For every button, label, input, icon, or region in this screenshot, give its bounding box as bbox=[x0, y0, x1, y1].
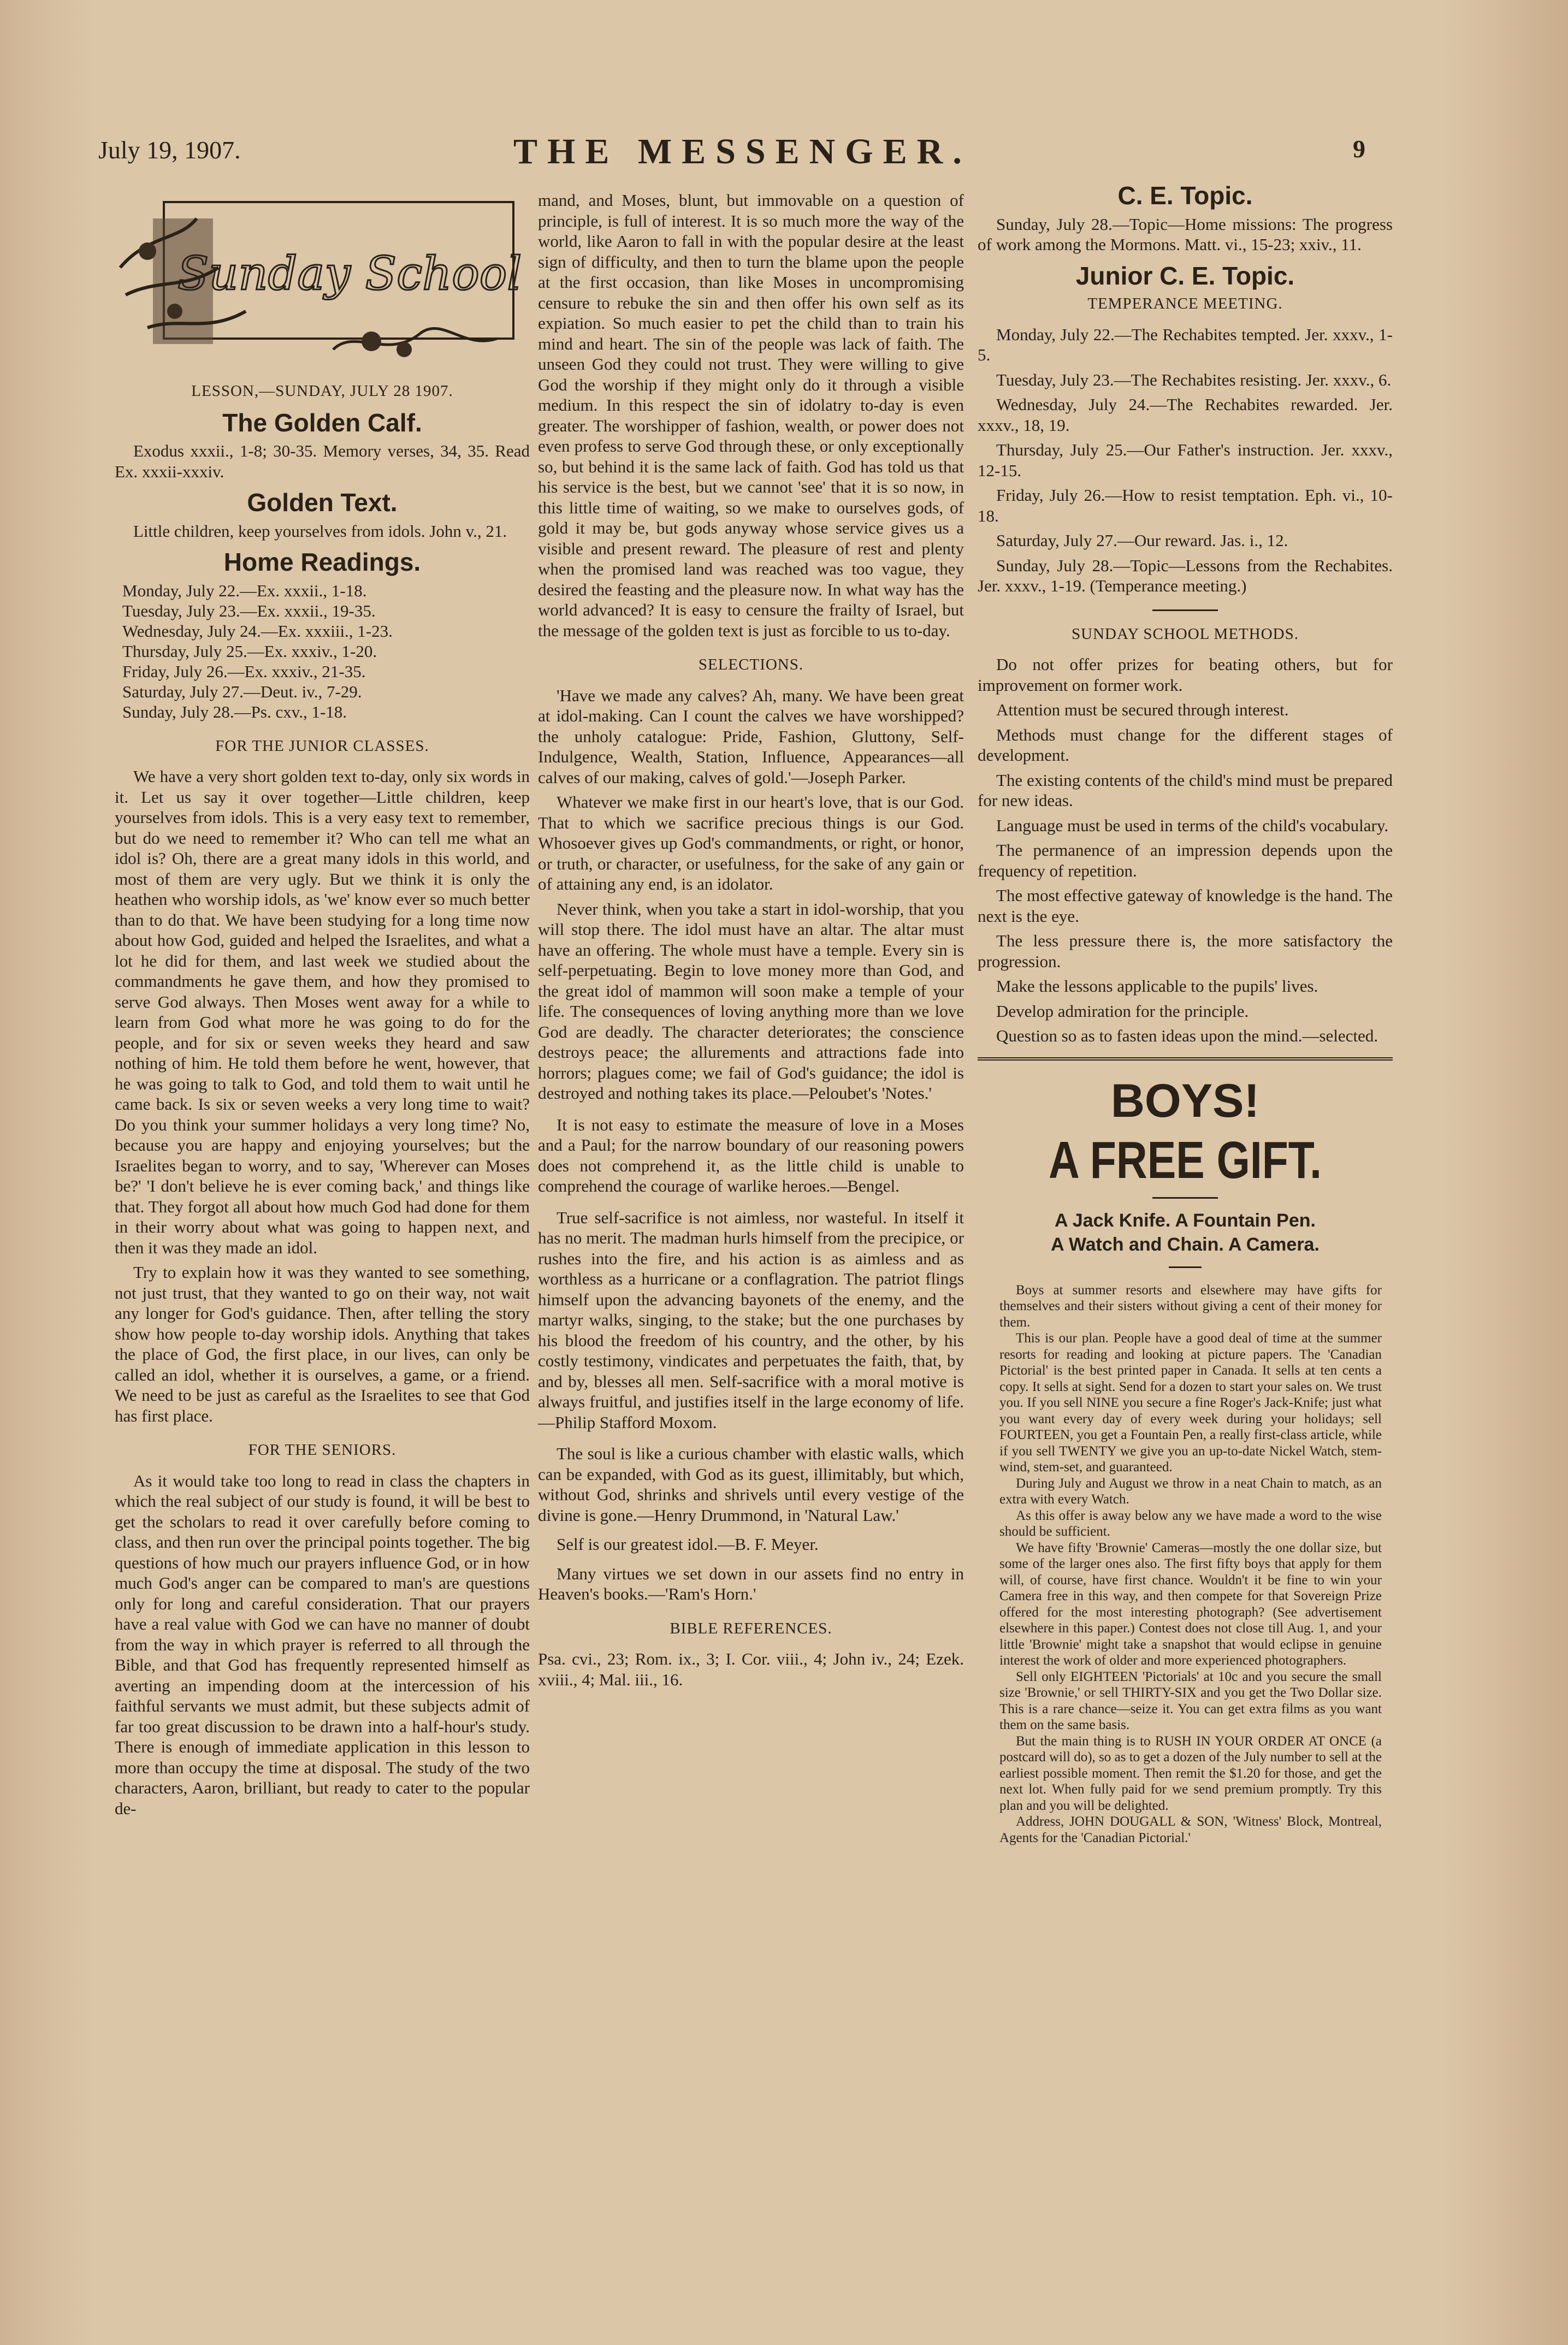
ad-headline: BOYS! bbox=[1110, 1074, 1260, 1127]
advertisement bbox=[978, 1075, 1393, 1846]
bible-references: Psa. cvi., 23; Rom. ix., 3; I. Cor. viii., 4; John iv., 24; Ezek. xviii., 4; Mal. iii., 16. bbox=[538, 1649, 964, 1689]
junior-classes-heading: FOR THE JUNIOR CLASSES. bbox=[215, 737, 429, 755]
sunday-school-logo-art bbox=[115, 186, 530, 366]
paragraph: True self-sacrifice is not aimless, nor wasteful. In itself it has no merit. The madman hurls himself from the precipice, or rushes into the fire, and his action is as aimless and as worthless as a hurricane or a conflagration. The patriot flings himself upon the advancing bayonets of the enemy, and the martyr walks, singing, to the stake; but the one purchases by his blood the freedom of his country, and the other, by his costly testimony, vindicates and perpetuates the faith, that, by and by, blesses all men. Self-sacrifice with a moral motive is always fruitful, and justifies itself in the large economy of life.—Philip Stafford Moxom. bbox=[538, 1207, 964, 1432]
divider bbox=[1152, 609, 1218, 611]
list-item: Friday, July 26.—Ex. xxxiv., 21-35. bbox=[122, 661, 366, 681]
list-item: Sunday, July 28.—Ps. cxv., 1-18. bbox=[122, 702, 347, 721]
paragraph: It is not easy to estimate the measure of love in a Moses and a Paul; for the narrow boundary of our reasoning powers does not comprehend it, as the little child is unable to comprehend the courage of warlike heroes.—Bengel. bbox=[538, 1115, 964, 1195]
list-item: Wednesday, July 24.—The Rechabites rewarded. Jer. xxxv., 18, 19. bbox=[978, 395, 1393, 435]
paragraph: Never think, when you take a start in idol-worship, that you will stop there. The idol must have an altar. The altar must have an offering. The whole must have a temple. Every sin is self-perpetuating. Begin to love money more than God, and the great idol of mammon will soon make a temple of your life. The consequences of loving anything more than we love God are deadly. The character deteriorates; the conscience destroys peace; the allurements and attractions fade into horrors; plagues come; we fail of God's guidance; the idol is destroyed and nothing takes its place.—Peloubet's 'Notes.' bbox=[538, 899, 964, 1103]
list-item: Question so as to fasten ideas upon the mind.—selected. bbox=[996, 1026, 1378, 1045]
seniors-heading: FOR THE SENIORS. bbox=[248, 1441, 397, 1459]
list-item: Wednesday, July 24.—Ex. xxxiii., 1-23. bbox=[122, 621, 393, 641]
methods-heading: SUNDAY SCHOOL METHODS. bbox=[1072, 625, 1299, 643]
junior-ce-topic-heading: Junior C. E. Topic. bbox=[1075, 261, 1295, 290]
paragraph: As it would take too long to read in class the chapters in which the real subject of our study is found, it will be best to get the scholars to read it over carefully before coming to class, and then run over the principal points together. The big questions of how much our prayers influence God, or in how much God's anger can be compared to man's are questions only for long and careful consideration. That our prayers have a real value with God we can have no manner of doubt from the way in which prayer is referred to all through the Bible, and that God has frequently represented himself as averting an impending doom at the intercession of his faithful servants we must admit, but these subjects admit of far too great discussion to be drawn into a half-hour's study. There is enough of immediate application in this lesson to more than occupy the time at disposal. The study of the two characters, Aaron, brilliant, but ready to cater to the popular de- bbox=[115, 1471, 530, 1818]
page-header bbox=[98, 131, 1365, 175]
list-item: Develop admiration for the principle. bbox=[996, 1001, 1249, 1021]
lesson-title: The Golden Calf. bbox=[222, 408, 422, 437]
selections-heading: SELECTIONS. bbox=[698, 656, 804, 673]
list-item: Saturday, July 27.—Our reward. Jas. i., 12. bbox=[996, 531, 1288, 550]
ad-subheadline: A FREE GIFT. bbox=[1048, 1130, 1322, 1189]
list-item: Sunday, July 28.—Topic—Lessons from the Rechabites. Jer. xxxv., 1-19. (Temperance meeting.) bbox=[978, 555, 1393, 595]
list-item: Thursday, July 25.—Ex. xxxiv., 1-20. bbox=[122, 641, 377, 661]
list-item: Methods must change for the different stages of development. bbox=[978, 725, 1393, 765]
paragraph: Self is our greatest idol.—B. F. Meyer. bbox=[557, 1535, 819, 1554]
home-readings-heading: Home Readings. bbox=[223, 548, 421, 576]
sunday-school-logo bbox=[115, 186, 530, 366]
paragraph: Many virtues we set down in our assets find no entry in Heaven's books.—'Ram's Horn.' bbox=[538, 1564, 964, 1603]
ad-paragraph: But the main thing is to RUSH IN YOUR ORDER AT ONCE (a postcard will do), so as to get a dozen of the July number to sell at the earliest possible moment. Then remit the $1.20 for those, and get the next lot. When fully paid for we send premium promptly. Try this plan and you will be delighted. bbox=[999, 1733, 1382, 1813]
paragraph: We have a very short golden text to-day, only six words in it. Let us say it over together—Little children, keep yourselves from idols. This is a very easy text to remember, but do we need to remember it? Who can tell me what an idol is? Oh, there are a great many idols in this world, and most of them are very ugly. But we think it is only the heathen who worship idols, as 'we' know ever so much better than to do that. We have been studying for a long time now about how God, guided and helped the Israelites, and what a lot he did for them, and last week we studied about the commandments he gave them, and how they promised to serve God always. Then Moses went away for a while to learn from God what more he was going to do for the people, and for six or seven weeks they heard and saw nothing of him. He told them before he went, however, that he was going to talk to God, and told them to wait until he came back. Is six or seven weeks a very long time to wait? Do you think your summer holidays a very long time? No, because you are happy and enjoying yourselves; but the Israelites began to worry, and to say, 'Wherever can Moses be?' 'I don't believe he is ever coming back,' and things like that. They forgot all about how much God had done for them in their worry about what was going to happen next, and then it was they made an idol. bbox=[115, 767, 530, 1257]
paragraph: The soul is like a curious chamber with elastic walls, which can be expanded, with God as its guest, illimitably, but which, without God, shrinks and shrivels until every vestige of the divine is gone.—Henry Drummond, in 'Natural Law.' bbox=[538, 1444, 964, 1525]
ad-paragraph: This is our plan. People have a good deal of time at the summer resorts for reading and looking at picture papers. The 'Canadian Pictorial' is the best printed paper in Canada. It sells at ten cents a copy. It sells at sight. Send for a dozen to start your sales on. We trust you. If you sell NINE you secure a fine Roger's Jack-Knife; just what you want every day of every week during your holidays; sell FOURTEEN, you get a Fountain Pen, a really first-class article, while if you sell TWENTY we give you an up-to-date Nickel Watch, stem-wind, stem-set, and guaranteed. bbox=[999, 1331, 1382, 1474]
paragraph: Whatever we make first in our heart's love, that is our God. That to which we sacrifice precious things is our God. Whosoever gives up God's commandments, or right, or honor, or truth, or character, or usefulness, for the sake of any gain or of attaining any end, is an idolator. bbox=[538, 792, 964, 893]
ad-paragraph: Address, JOHN DOUGALL & SON, 'Witness' Block, Montreal, Agents for the 'Canadian Pictorial.' bbox=[999, 1814, 1382, 1845]
paragraph: mand, and Moses, blunt, but immovable on a question of principle, is full of interest. It is so much more the way of the world, like Aaron to fall in with the popular desire at the least sign of difficulty, and then to turn the blame upon the people at the first occasion, than like Moses in uncompromising censure to rebuke the sin and then offer his own self as its expiation. So much easier to pet the child than to train his mind and heart. The sin of the people was lack of faith. The unseen God they could not trust. They were willing to give God the worship if they might only do it through a visible medium. In this respect the sin of idolatry to-day is even greater. The worshipper of fashion, wealth, or power does not even profess to serve God through these, or only exceptionally so, but behind it is the same lack of faith. God has told us that his service is the best, but we cannot 'see' that it is so now, in this little time of waiting, so we make to ourselves gods, of gold it may be, but gods anyway whose service gives us a visible and present reward. The pleasure of rest and plenty when the promised land was reached was too vague, they desired the feasting and the pleasure now. In what way has the world advanced? It is easy to censure the frailty of Israel, but the message of the golden text is just as forcible to us to-day. bbox=[538, 191, 964, 640]
list-item: Saturday, July 27.—Deut. iv., 7-29. bbox=[122, 682, 362, 701]
list-item: The existing contents of the child's mind must be prepared for new ideas. bbox=[978, 770, 1393, 810]
ad-paragraph: Sell only EIGHTEEN 'Pictorials' at 10c and you secure the small size 'Brownie,' or sell THIRTY-SIX and you get the Two Dollar size. This is a rare chance—seize it. You can get extra films as you want them on the same basis. bbox=[999, 1669, 1382, 1732]
list-item: Do not offer prizes for beating others, but for improvement on former work. bbox=[978, 655, 1393, 695]
golden-text-heading: Golden Text. bbox=[247, 488, 398, 517]
lesson-reference: Exodus xxxii., 1-8; 30-35. Memory verses, 34, 35. Read Ex. xxxii-xxxiv. bbox=[115, 441, 530, 481]
list-item: The less pressure there is, the more satisfactory the progression. bbox=[978, 931, 1393, 971]
column-3 bbox=[978, 181, 1393, 1846]
list-item: Tuesday, July 23.—Ex. xxxii., 19-35. bbox=[122, 601, 376, 620]
ad-body bbox=[999, 1282, 1382, 1846]
list-item: Friday, July 26.—How to resist temptation. Eph. vi., 10-18. bbox=[978, 485, 1393, 525]
paragraph: 'Have we made any calves? Ah, many. We have been great at idol-making. Can I count the calves we have worshipped? the unholy catalogue: Pride, Fashion, Gluttony, Self-Indulgence, Wealth, Station, Influence, Appearances—all calves of our making, calves of gold.'—Joseph Parker. bbox=[538, 685, 964, 787]
ad-paragraph: During July and August we throw in a neat Chain to match, as an extra with every Watch. bbox=[999, 1476, 1382, 1507]
list-item: Make the lessons applicable to the pupils' lives. bbox=[996, 976, 1318, 996]
ad-paragraph: As this offer is away below any we have made a word to the wise should be sufficient. bbox=[999, 1508, 1382, 1539]
issue-date: July 19, 1907. bbox=[98, 136, 241, 164]
list-item: Thursday, July 25.—Our Father's instruction. Jer. xxxv., 12-15. bbox=[978, 440, 1393, 480]
paragraph: Try to explain how it was they wanted to see something, not just trust, that they wanted to go on their way, not wait any longer for God's guidance. Then, after telling the story show how people to-day worship idols. Anything that takes the place of God, the first place, in our lives, can only be called an idol, whether it is ourselves, a game, or a friend. We need to be just as careful as the Israelites to see that God has first place. bbox=[115, 1263, 530, 1425]
divider bbox=[1169, 1266, 1202, 1268]
ad-paragraph: We have fifty 'Brownie' Cameras—mostly the one dollar size, but some of the larger ones also. The first fifty boys that apply for them will, of course, have first chance. Wouldn't it be fine to win your Camera free in this way, and then compete for that Sovereign Prize offered for the most interesting photograph? (See advertisement elsewhere in this paper.) Contest does not close till Aug. 1, and your little 'Brownie' might take a snapshot that would eclipse in genuine interest the work of older and more experienced photographers. bbox=[999, 1540, 1382, 1668]
temperance-heading: TEMPERANCE MEETING. bbox=[1087, 295, 1283, 312]
logo-lettering: Sunday School bbox=[177, 247, 522, 300]
list-item: Attention must be secured through interest. bbox=[996, 700, 1289, 719]
home-readings-list bbox=[122, 581, 530, 722]
column-2 bbox=[538, 190, 964, 1694]
list-item: The most effective gateway of knowledge is the hand. The next is the eye. bbox=[978, 886, 1393, 926]
masthead-title: THE MESSENGER. bbox=[513, 132, 972, 171]
list-item: The permanence of an impression depends upon the frequency of repetition. bbox=[978, 840, 1393, 880]
ad-items-line-2: A Watch and Chain. A Camera. bbox=[1051, 1234, 1320, 1255]
list-item: Monday, July 22.—Ex. xxxii., 1-18. bbox=[122, 581, 367, 600]
paragraph: Sunday, July 28.—Topic—Home missions: The progress of work among the Mormons. Matt. vi., 15-23; xxiv., 11. bbox=[978, 214, 1393, 254]
list-item: Monday, July 22.—The Rechabites tempted. Jer. xxxv., 1-5. bbox=[978, 324, 1393, 364]
golden-text: Little children, keep yourselves from idols. John v., 21. bbox=[133, 521, 507, 541]
ad-items-line-1: A Jack Knife. A Fountain Pen. bbox=[1055, 1210, 1316, 1231]
page-number: 9 bbox=[1353, 135, 1365, 163]
column-1 bbox=[115, 186, 530, 1823]
lesson-date: LESSON,—SUNDAY, JULY 28 1907. bbox=[191, 382, 453, 400]
list-item: Language must be used in terms of the child's vocabulary. bbox=[996, 815, 1389, 835]
ad-divider bbox=[978, 1057, 1393, 1061]
bible-references-heading: BIBLE REFERENCES. bbox=[670, 1619, 832, 1637]
ce-topic-heading: C. E. Topic. bbox=[1117, 181, 1253, 210]
list-item: Tuesday, July 23.—The Rechabites resisting. Jer. xxxv., 6. bbox=[996, 370, 1392, 389]
ad-paragraph: Boys at summer resorts and elsewhere may have gifts for themselves and their sisters without giving a cent of their money for them. bbox=[999, 1282, 1382, 1330]
divider bbox=[1152, 1197, 1218, 1199]
